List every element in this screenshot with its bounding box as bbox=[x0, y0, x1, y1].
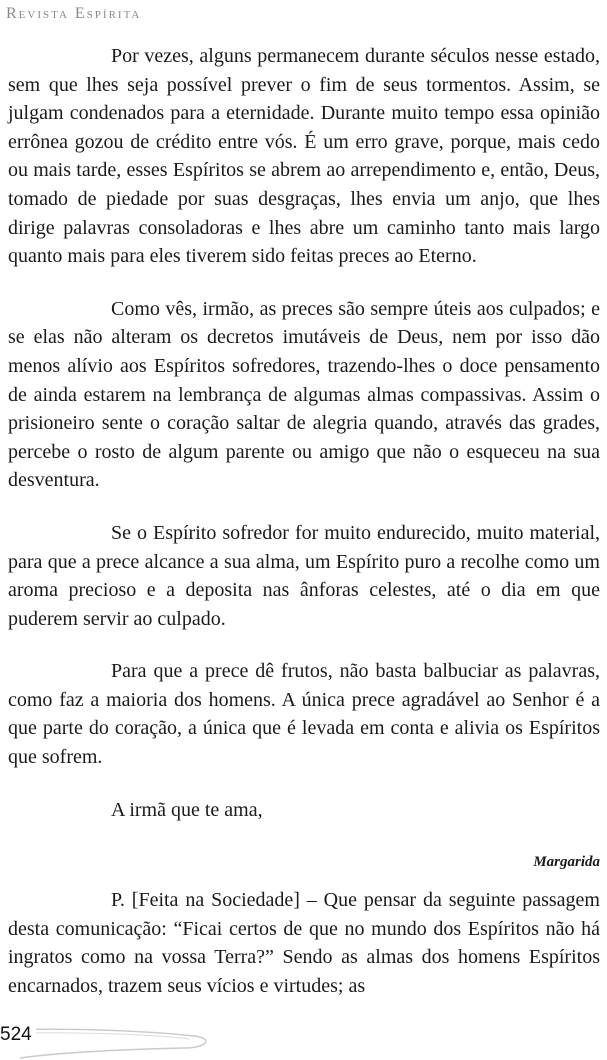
paragraph-gap bbox=[8, 824, 600, 848]
paragraph-gap bbox=[8, 271, 600, 295]
footer-swirl-ornament bbox=[0, 1018, 300, 1060]
closing-line: A irmã que te ama, bbox=[111, 798, 263, 821]
signature: Margarida bbox=[533, 854, 600, 871]
page-body bbox=[8, 42, 600, 1001]
paragraph-3: Se o Espírito sofredor for muito endurecido, muito material, para que a prece alcance a sua alma, um Espírito puro a recolhe como um aroma precioso e a deposita nas ânforas celestes, até o dia em que puderem servir ao culpado. bbox=[8, 521, 600, 630]
page-number: 524 bbox=[0, 1024, 36, 1046]
running-head: Revista Espírita bbox=[6, 5, 142, 22]
paragraph-1: Por vezes, alguns permanecem durante séculos nesse estado, sem que lhes seja possível prever o fim de seus tormentos. Assim, se julgam condenados para a eternidade. Durante muito tempo essa opinião errônea gozou de crédito entre vós. É um erro grave, porque, mais cedo ou mais tarde, esses Espíritos se abrem ao arrependimento e, então, Deus, tomado de piedade por suas desgraças, lhes envia um anjo, que lhes dirige palavras consoladoras e lhes abre um caminho tanto mais largo quanto mais para eles tiverem sido feitas preces ao Eterno. bbox=[8, 45, 600, 268]
question-paragraph: P. [Feita na Sociedade] – Que pensar da seguinte passagem desta comunicação: “Ficai certos de que no mundo dos Espíritos não há ingratos como na vossa Terra?” Sendo as almas dos homens Espíritos encarnados, trazem seus vícios e virtudes; as bbox=[8, 889, 600, 998]
paragraph-2: Como vês, irmão, as preces são sempre úteis aos culpados; e se elas não alteram os decretos imutáveis de Deus, nem por isso dão menos alívio aos Espíritos sofredores, trazendo-lhes o doce pensamento de ainda estarem na lembrança de algumas almas compassivas. Assim o prisioneiro sente o coração saltar de alegria quando, através das grades, percebe o rosto de algum parente ou amigo que não o esqueceu na sua desventura. bbox=[8, 297, 600, 492]
paragraph-4: Para que a prece dê frutos, não basta balbuciar as palavras, como faz a maioria dos homens. A única prece agradável ao Senhor é a que parte do coração, a única que é levada em conta e alivia os Espíritos que sofrem. bbox=[8, 660, 600, 769]
paragraph-gap bbox=[8, 772, 600, 796]
paragraph-gap bbox=[8, 633, 600, 657]
paragraph-gap bbox=[8, 495, 600, 519]
paragraph-gap bbox=[8, 876, 600, 886]
